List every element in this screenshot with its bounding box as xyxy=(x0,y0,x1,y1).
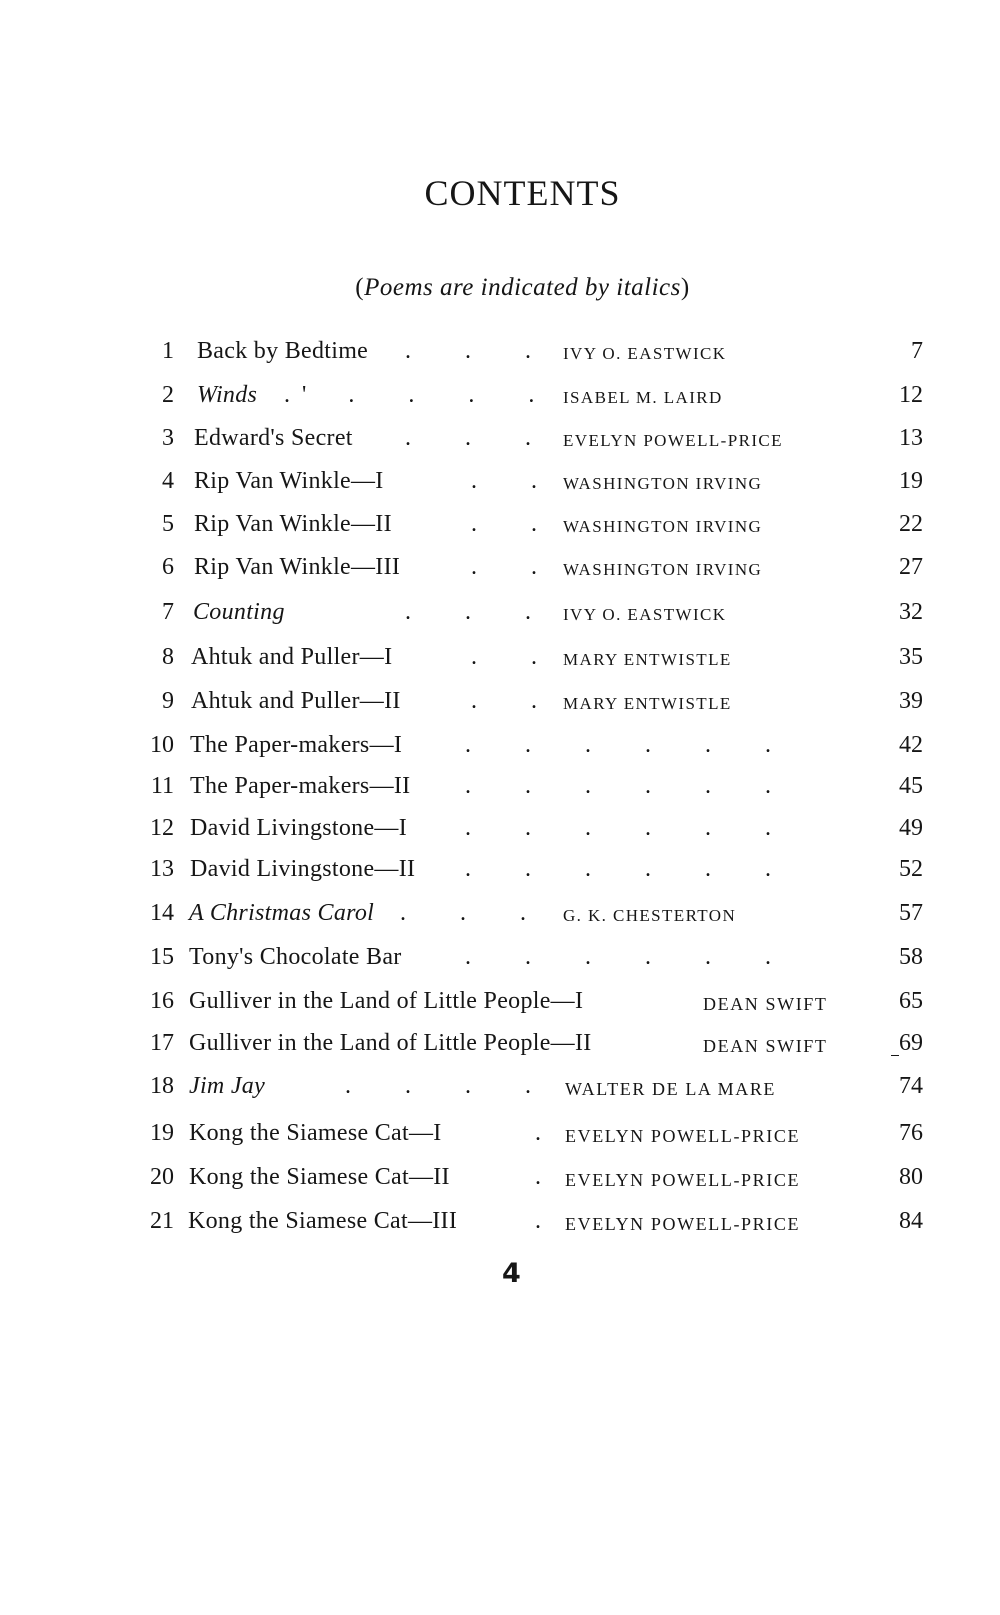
toc-entry xyxy=(0,554,1000,594)
entry-title: Gulliver in the Land of Little People—I xyxy=(189,988,584,1014)
toc-entry xyxy=(0,599,1000,639)
entry-title: Kong the Siamese Cat—I xyxy=(189,1120,442,1146)
entry-number: 5 xyxy=(162,511,174,537)
entry-number: 18 xyxy=(150,1073,174,1099)
entry-title: Rip Van Winkle—I xyxy=(194,468,384,494)
entry-author: WASHINGTON IRVING xyxy=(563,517,763,536)
toc-entry xyxy=(0,900,1000,940)
entry-title: Rip Van Winkle—III xyxy=(194,554,401,580)
entry-number: 19 xyxy=(150,1120,174,1146)
entry-author: EVELYN POWELL-PRICE xyxy=(565,1126,801,1146)
entry-title: The Paper-makers—I xyxy=(190,732,403,758)
page-number: 4 xyxy=(502,1258,521,1289)
entry-number: 20 xyxy=(150,1164,174,1190)
dot-leader: . . . xyxy=(400,900,526,926)
entry-page: 7 xyxy=(911,338,923,364)
entry-title: Gulliver in the Land of Little People—II xyxy=(189,1030,592,1056)
dot-leader: . . xyxy=(471,511,537,537)
entry-title: Back by Bedtime xyxy=(197,338,369,364)
entry-title: Tony's Chocolate Bar xyxy=(189,944,402,970)
entry-title: The Paper-makers—II xyxy=(190,773,411,799)
dot-leader: . . . . . . xyxy=(465,856,771,882)
entry-number: 21 xyxy=(150,1208,174,1234)
toc-entry xyxy=(0,815,1000,855)
page-title: CONTENTS xyxy=(424,173,621,213)
entry-author: EVELYN POWELL-PRICE xyxy=(563,431,783,450)
entry-author: MARY ENTWISTLE xyxy=(563,650,732,669)
dot-leader: . . . . . . xyxy=(465,944,771,970)
toc-entry xyxy=(0,856,1000,896)
entry-title: Edward's Secret xyxy=(194,425,353,451)
toc-entry xyxy=(0,644,1000,684)
toc-entry xyxy=(0,1073,1000,1113)
toc-entry xyxy=(0,1208,1000,1248)
dot-leader: . . . . . . xyxy=(465,815,771,841)
toc-entry xyxy=(0,1164,1000,1204)
entry-title: Ahtuk and Puller—I xyxy=(191,644,393,670)
dot-leader: . . . xyxy=(405,338,531,364)
entry-page: 65 xyxy=(899,988,923,1014)
entry-page: 74 xyxy=(899,1073,923,1099)
entry-number: 12 xyxy=(150,815,174,841)
entry-page: 13 xyxy=(899,425,923,451)
entry-title: A Christmas Carol xyxy=(189,900,375,926)
toc-entry xyxy=(0,944,1000,984)
entry-page: 12 xyxy=(899,382,923,408)
dot-leader: . xyxy=(535,1208,541,1234)
dot-leader: . . xyxy=(471,688,537,714)
entry-author: MARY ENTWISTLE xyxy=(563,694,732,713)
entry-author: DEAN SWIFT xyxy=(703,994,828,1014)
entry-page: 35 xyxy=(899,644,923,670)
entry-number: 6 xyxy=(162,554,174,580)
entry-page: 76 xyxy=(899,1120,923,1146)
entry-page: 80 xyxy=(899,1164,923,1190)
entry-page: 58 xyxy=(899,944,923,970)
entry-page: 45 xyxy=(899,773,923,799)
toc-entry xyxy=(0,382,1000,422)
toc-entry xyxy=(0,688,1000,728)
entry-author: EVELYN POWELL-PRICE xyxy=(565,1170,801,1190)
dot-leader: . xyxy=(535,1164,541,1190)
dot-leader: . . . . . . xyxy=(465,773,771,799)
entry-title: Kong the Siamese Cat—III xyxy=(188,1208,458,1234)
entry-number: 1 xyxy=(162,338,174,364)
entry-page: 52 xyxy=(899,856,923,882)
dot-leader: . . . xyxy=(405,599,531,625)
entry-number: 11 xyxy=(150,773,174,799)
dot-leader: . . xyxy=(471,644,537,670)
entry-title: David Livingstone—I xyxy=(190,815,408,841)
toc-entry xyxy=(0,468,1000,508)
entry-number: 4 xyxy=(162,468,174,494)
subtitle-text: Poems are indicated by italics xyxy=(364,274,681,301)
dot-leader: . . . . . . xyxy=(465,732,771,758)
subtitle-open-paren: ( xyxy=(355,274,365,301)
entry-number: 13 xyxy=(150,856,174,882)
entry-number: 8 xyxy=(162,644,174,670)
entry-author: ISABEL M. LAIRD xyxy=(563,388,723,407)
entry-page: 42 xyxy=(899,732,923,758)
page-subtitle xyxy=(0,274,1000,302)
entry-page: 57 xyxy=(899,900,923,926)
entry-number: 2 xyxy=(162,382,174,408)
entry-number: 3 xyxy=(162,425,174,451)
entry-number: 16 xyxy=(150,988,174,1014)
entry-title: Winds xyxy=(197,382,258,408)
entry-page: 39 xyxy=(899,688,923,714)
entry-title: Jim Jay xyxy=(189,1073,266,1099)
underscore-mark xyxy=(891,1055,899,1056)
entry-title: Kong the Siamese Cat—II xyxy=(189,1164,450,1190)
toc-entry xyxy=(0,732,1000,772)
toc-entry xyxy=(0,425,1000,465)
toc-entry xyxy=(0,1030,1000,1070)
dot-leader: . . xyxy=(471,468,537,494)
subtitle-close-paren: ) xyxy=(680,274,690,301)
entry-number: 15 xyxy=(150,944,174,970)
toc-entry xyxy=(0,1120,1000,1160)
dot-leader: . . xyxy=(471,554,537,580)
dot-leader: . . . xyxy=(405,425,531,451)
dot-leader: . xyxy=(535,1120,541,1146)
entry-page-value: 69 xyxy=(899,1030,923,1056)
entry-title: Rip Van Winkle—II xyxy=(194,511,392,537)
entry-page: 32 xyxy=(899,599,923,625)
entry-author: IVY O. EASTWICK xyxy=(563,605,727,624)
entry-author: DEAN SWIFT xyxy=(703,1036,828,1056)
entry-author: WASHINGTON IRVING xyxy=(563,474,763,493)
toc-entry xyxy=(0,338,1000,378)
entry-title: David Livingstone—II xyxy=(190,856,416,882)
entry-author: IVY O. EASTWICK xyxy=(563,344,727,363)
toc-entry xyxy=(0,511,1000,551)
toc-entry xyxy=(0,988,1000,1028)
entry-author: G. K. CHESTERTON xyxy=(563,906,737,925)
entry-author: EVELYN POWELL-PRICE xyxy=(565,1214,801,1234)
dot-leader: . . . . xyxy=(345,1073,531,1099)
entry-number: 14 xyxy=(150,900,174,926)
entry-title: Counting xyxy=(193,599,285,625)
entry-number: 10 xyxy=(150,732,174,758)
entry-author: WALTER DE LA MARE xyxy=(565,1079,777,1099)
entry-page: 27 xyxy=(899,554,923,580)
entry-page: 49 xyxy=(899,815,923,841)
entry-page xyxy=(891,1030,923,1057)
dot-leader: . ' . . . . xyxy=(284,382,535,408)
entry-author: WASHINGTON IRVING xyxy=(563,560,763,579)
entry-number: 17 xyxy=(150,1030,174,1056)
entry-number: 7 xyxy=(162,599,174,625)
entry-page: 84 xyxy=(899,1208,923,1234)
entry-number: 9 xyxy=(162,688,174,714)
entry-title: Ahtuk and Puller—II xyxy=(191,688,401,714)
entry-page: 19 xyxy=(899,468,923,494)
toc-entry xyxy=(0,773,1000,813)
entry-page: 22 xyxy=(899,511,923,537)
